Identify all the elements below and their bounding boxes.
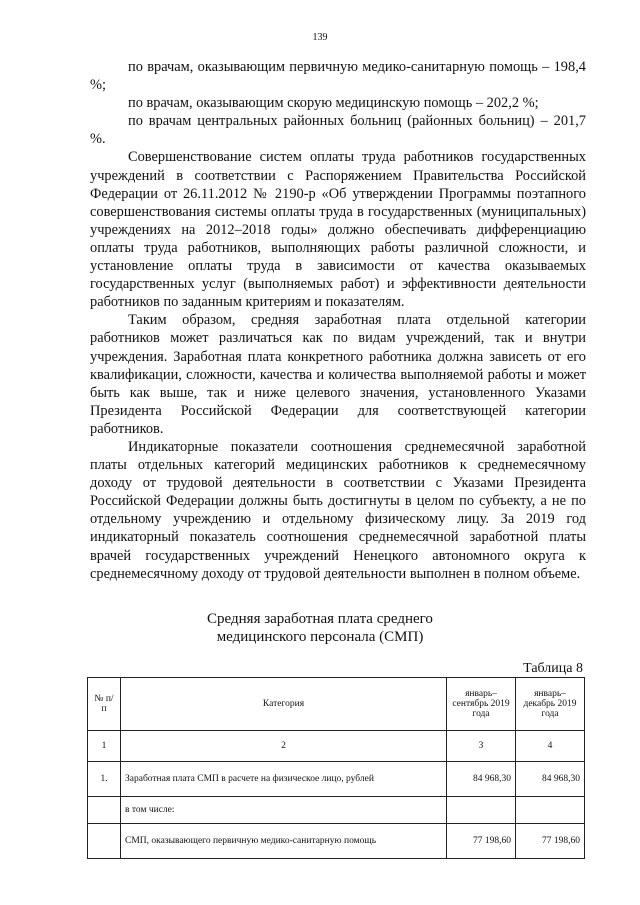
row-value-2: 84 968,30 bbox=[516, 762, 585, 797]
paragraph-1: по врачам, оказывающим первичную медико-санитарную помощь – 198,4 %; bbox=[90, 59, 586, 94]
row-value-1 bbox=[447, 797, 516, 824]
caption-line-1: Средняя заработная плата среднего bbox=[207, 611, 433, 627]
page-number: 139 bbox=[312, 32, 328, 43]
row-category: в том числе: bbox=[121, 797, 447, 824]
paragraph-2: по врачам, оказывающим скорую медицинскую помощь – 202,2 %; bbox=[128, 95, 539, 112]
caption-line-2: медицинского персонала (СМП) bbox=[216, 629, 424, 645]
paragraph-3: по врачам центральных районных больниц (районных больниц) – 201,7 %. bbox=[90, 113, 586, 148]
paragraph-4: Совершенствование систем оплаты труда работников государственных учреждений в соответствии с Распоряжением Правительства Российской Федерации от 26.11.2012 № 2190-р «Об утверждении Программы поэтапного совершенствования системы оплаты труда в государственных (муниципальных) учреждениях на 2012–2018 годы» должно обеспечивать дифференциацию оплаты труда работников, выполняющих работы различной сложности, и установление оплаты труда в зависимости от качества оказываемых государственных услуг (выполняемых работ) и эффективности деятельности работников по заданным критериям и показателям. bbox=[90, 149, 586, 311]
header-period-2: январь–декабрь 2019 года bbox=[516, 678, 585, 731]
header-period-1: январь–сентябрь 2019 года bbox=[447, 678, 516, 731]
row-value-1: 77 198,60 bbox=[447, 824, 516, 859]
body-text bbox=[90, 58, 586, 583]
row-num bbox=[88, 824, 121, 859]
row-num bbox=[88, 797, 121, 824]
col-number-2: 2 bbox=[121, 731, 447, 762]
table-header-row bbox=[88, 678, 585, 731]
row-num: 1. bbox=[88, 762, 121, 797]
col-number-1: 1 bbox=[88, 731, 121, 762]
col-number-4: 4 bbox=[516, 731, 585, 762]
salary-table bbox=[87, 677, 585, 859]
col-number-3: 3 bbox=[447, 731, 516, 762]
header-category: Категория bbox=[121, 678, 447, 731]
table-row bbox=[88, 824, 585, 859]
row-category: Заработная плата СМП в расчете на физическое лицо, рублей bbox=[121, 762, 447, 797]
row-value-2 bbox=[516, 797, 585, 824]
column-numbering-row bbox=[88, 731, 585, 762]
row-value-2: 77 198,60 bbox=[516, 824, 585, 859]
table-caption bbox=[0, 610, 640, 646]
table-label: Таблица 8 bbox=[523, 661, 583, 676]
row-category: СМП, оказывающего первичную медико-санитарную помощь bbox=[121, 824, 447, 859]
table-row bbox=[88, 762, 585, 797]
row-value-1: 84 968,30 bbox=[447, 762, 516, 797]
header-num: № п/п bbox=[88, 678, 121, 731]
paragraph-5: Таким образом, средняя заработная плата отдельной категории работников может различаться как по видам учреждений, так и внутри учреждения. Заработная плата конкретного работника должна зависеть от его квалификации, сложности, качества и количества выполняемой работы и может быть как выше, так и ниже целевого значения, установленного Указами Президента Российской Федерации для соответствующей категории работников. bbox=[90, 312, 586, 437]
paragraph-6: Индикаторные показатели соотношения среднемесячной заработной платы отдельных категорий медицинских работников к среднемесячному доходу от трудовой деятельности в соответствии с Указами Президента Российской Федерации должны быть достигнуты в целом по субъекту, а не по отдельному учреждению и отдельному физическому лицу. За 2019 год индикаторный показатель соотношения среднемесячной заработной платы врачей государственных учреждений Ненецкого автономного округа к среднемесячному доходу от трудовой деятельности выполнен в полном объеме. bbox=[90, 438, 586, 582]
table-row bbox=[88, 797, 585, 824]
